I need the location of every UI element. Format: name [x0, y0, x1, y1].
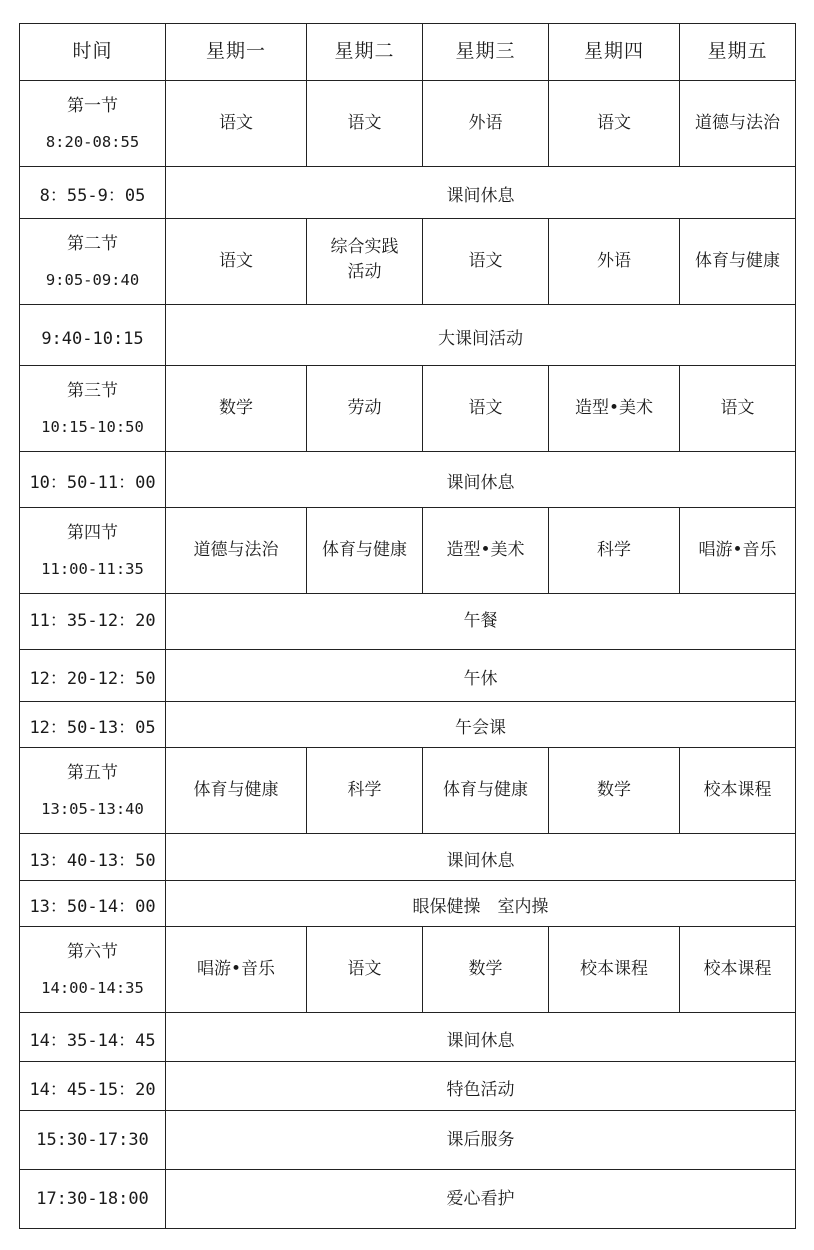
subject-cell: 语文	[166, 219, 307, 305]
period-time-cell	[20, 748, 166, 834]
subject-cell: 语文	[680, 366, 796, 452]
subject-text: 综合实践活动	[330, 237, 399, 282]
header-wednesday: 星期三	[423, 24, 549, 81]
subject-cell: 体育与健康	[166, 748, 307, 834]
subject-cell: 语文	[307, 927, 423, 1013]
class-schedule-table	[19, 23, 796, 1229]
break-row	[20, 452, 796, 508]
period-time: 8:20-08:55	[45, 132, 140, 151]
period-time: 9:05-09:40	[45, 270, 140, 289]
header-tuesday: 星期二	[307, 24, 423, 81]
break-row	[20, 1170, 796, 1229]
break-row	[20, 650, 796, 702]
period-time-cell	[20, 81, 166, 167]
subject-cell: 唱游•音乐	[166, 927, 307, 1013]
break-row	[20, 1111, 796, 1170]
subject-cell: 体育与健康	[680, 219, 796, 305]
break-label: 眼保健操 室内操	[166, 881, 796, 927]
break-row	[20, 594, 796, 650]
subject-cell: 道德与法治	[166, 508, 307, 594]
break-label: 课间休息	[166, 834, 796, 881]
period-name: 第六节	[67, 941, 118, 962]
subject-cell	[307, 219, 423, 305]
subject-cell: 体育与健康	[423, 748, 549, 834]
subject-cell: 校本课程	[680, 927, 796, 1013]
break-time: 8：55-9：05	[20, 167, 166, 219]
period-row	[20, 748, 796, 834]
period-time-cell	[20, 508, 166, 594]
break-time: 14：35-14：45	[20, 1013, 166, 1062]
break-label: 大课间活动	[166, 305, 796, 366]
subject-cell: 外语	[423, 81, 549, 167]
break-label: 午餐	[166, 594, 796, 650]
subject-cell: 数学	[423, 927, 549, 1013]
break-label: 课间休息	[166, 1013, 796, 1062]
subject-cell: 语文	[549, 81, 680, 167]
break-row	[20, 1013, 796, 1062]
header-row	[20, 24, 796, 81]
break-label: 午会课	[166, 702, 796, 748]
subject-cell: 劳动	[307, 366, 423, 452]
subject-cell: 语文	[423, 366, 549, 452]
subject-cell: 科学	[307, 748, 423, 834]
break-time: 13：50-14：00	[20, 881, 166, 927]
break-row	[20, 881, 796, 927]
subject-cell: 语文	[307, 81, 423, 167]
break-row	[20, 305, 796, 366]
period-time-cell	[20, 366, 166, 452]
header-friday: 星期五	[680, 24, 796, 81]
period-row	[20, 81, 796, 167]
period-name: 第一节	[67, 95, 118, 116]
subject-cell: 道德与法治	[680, 81, 796, 167]
break-time: 12：20-12：50	[20, 650, 166, 702]
period-row	[20, 366, 796, 452]
subject-cell: 造型•美术	[549, 366, 680, 452]
subject-cell: 数学	[549, 748, 680, 834]
period-time: 14:00-14:35	[41, 978, 144, 997]
header-thursday: 星期四	[549, 24, 680, 81]
break-label: 爱心看护	[166, 1170, 796, 1229]
break-time: 14：45-15：20	[20, 1062, 166, 1111]
period-time: 10:15-10:50	[41, 417, 144, 436]
break-label: 课间休息	[166, 167, 796, 219]
subject-cell: 校本课程	[549, 927, 680, 1013]
subject-cell: 造型•美术	[423, 508, 549, 594]
break-row	[20, 1062, 796, 1111]
period-name: 第五节	[67, 762, 118, 783]
break-time: 17:30-18:00	[20, 1170, 166, 1229]
period-time-cell	[20, 219, 166, 305]
subject-cell: 科学	[549, 508, 680, 594]
period-time: 11:00-11:35	[41, 559, 144, 578]
break-time: 13：40-13：50	[20, 834, 166, 881]
break-time: 9:40-10:15	[20, 305, 166, 366]
header-time: 时间	[20, 24, 166, 81]
period-name: 第三节	[67, 380, 118, 401]
break-row	[20, 702, 796, 748]
period-name: 第四节	[67, 522, 118, 543]
subject-cell: 数学	[166, 366, 307, 452]
period-time-cell	[20, 927, 166, 1013]
break-row	[20, 167, 796, 219]
period-row	[20, 508, 796, 594]
break-time: 15:30-17:30	[20, 1111, 166, 1170]
subject-cell: 体育与健康	[307, 508, 423, 594]
period-row	[20, 219, 796, 305]
period-row	[20, 927, 796, 1013]
subject-cell: 校本课程	[680, 748, 796, 834]
break-row	[20, 834, 796, 881]
header-monday: 星期一	[166, 24, 307, 81]
subject-cell: 语文	[423, 219, 549, 305]
break-label: 课后服务	[166, 1111, 796, 1170]
subject-cell: 外语	[549, 219, 680, 305]
break-time: 12：50-13：05	[20, 702, 166, 748]
break-label: 午休	[166, 650, 796, 702]
subject-cell: 唱游•音乐	[680, 508, 796, 594]
break-label: 课间休息	[166, 452, 796, 508]
break-time: 11：35-12：20	[20, 594, 166, 650]
period-name: 第二节	[67, 233, 118, 254]
break-label: 特色活动	[166, 1062, 796, 1111]
break-time: 10：50-11：00	[20, 452, 166, 508]
period-time: 13:05-13:40	[41, 799, 144, 818]
subject-cell: 语文	[166, 81, 307, 167]
